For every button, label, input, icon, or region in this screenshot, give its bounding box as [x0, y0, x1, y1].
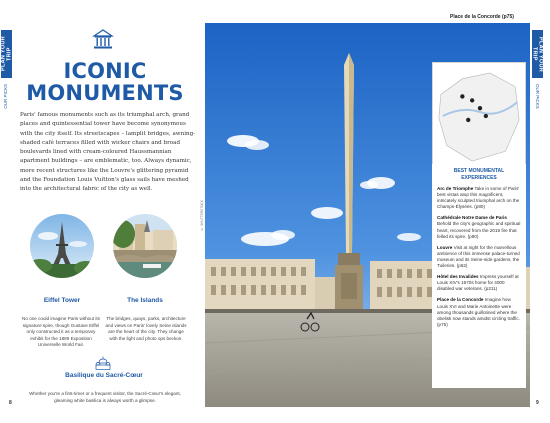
best-experiences-panel: [432, 164, 526, 388]
entry-text: Behold the city's geographic and spiritual heart, recovered from the 2019 fire that felled its spire. (p90): [437, 221, 521, 239]
entry-name: Place de la Concorde: [437, 297, 484, 303]
pick-title-eiffel: Eiffel Tower: [43, 297, 81, 304]
islands-photo: [113, 214, 177, 278]
basilica-icon: [95, 356, 111, 370]
entry-notre-dame: [437, 215, 521, 239]
side-tab-left: PLAN YOUR TRIP: [1, 30, 12, 78]
entry-invalides: [437, 274, 521, 292]
entry-louvre: [437, 245, 521, 269]
entry-text: Visit at night for the marvellous ambience of this immense palace-turned museum and its Seine-side gardens, the Tuileries. (p62): [437, 244, 520, 269]
photo-label: Place de la Concorde (p75): [450, 14, 514, 20]
side-sub-right: OUR PICKS: [535, 84, 540, 109]
side-tab-right: PLAN YOUR TRIP: [532, 30, 543, 78]
page-title: ICONIC MONUMENTS: [26, 59, 184, 105]
panel-title: BEST MONUMENTAL EXPERIENCES: [453, 168, 505, 181]
entry-arc-de-triomphe: [437, 186, 521, 210]
pick-text-eiffel: No one could imagine Paris without its signature spire, though Gustave Eiffel only constructed it as a temporary exhibit for the 1889 Exposition Universelle World Fair.: [22, 316, 100, 348]
eiffel-tower-photo: [30, 214, 94, 278]
pick-title-islands: The Islands: [127, 297, 163, 304]
intro-text: Paris' famous monuments such as its triumphal arch, grand places and quintessential tower have become synonymous with the city itself. Its streetscapes – lamplit bridges, awning-shaded café terraces filled with wicker chairs and broad boulevards lined with cream-coloured Haussmannian apartment buildings – are emblematic, too. Always dynamic, more recent structures like the Louvre's glittering pyramid and the Foundation Louis Vuitton's glass sails have meshed into the architectural fabric of the city as well.: [20, 112, 196, 193]
entry-concorde: [437, 297, 521, 327]
basilica-text: Whether you're a first-timer or a frequent visitor, the Sacré-Cœur's elegant, gleaming white basilica is always worth a glimpse.: [29, 391, 181, 403]
entry-name: Hôtel des Invalides: [437, 274, 479, 280]
basilica-title: Basilique du Sacré-Cœur: [65, 372, 143, 379]
monument-icon: [92, 28, 114, 50]
entry-name: Cathédrale Notre Dame de Paris: [437, 215, 507, 221]
entry-text: Impress yourself at Louis XIV's 1670s home for 4000 disabled war veterans. (p211): [437, 274, 519, 292]
pick-text-islands: The bridges, quays, parks, architecture and views on Paris' lovely Seine islands are the heart of the city. They change with the light and photo ops beckon.: [105, 316, 187, 341]
page-number-right: 9: [536, 400, 539, 406]
photo-credit: © SHUTTERSTOCK: [200, 200, 204, 231]
entry-text: Imagine how Louis XVI and Marie Antoinette were among thousands guillotined where the obelisk now stands amidst circling traffic. (p75): [437, 297, 520, 327]
entry-name: Louvre: [437, 244, 453, 250]
location-map: [432, 62, 526, 172]
entry-name: Arc de Triomphe: [437, 186, 474, 191]
entry-text: Take in some of Paris' best vistas atop this magnificent, intricately sculpted triumphal arch on the Champs-Élysées. (p80): [437, 186, 520, 210]
side-sub-left: OUR PICKS: [3, 84, 8, 109]
page-number-left: 8: [9, 400, 12, 406]
